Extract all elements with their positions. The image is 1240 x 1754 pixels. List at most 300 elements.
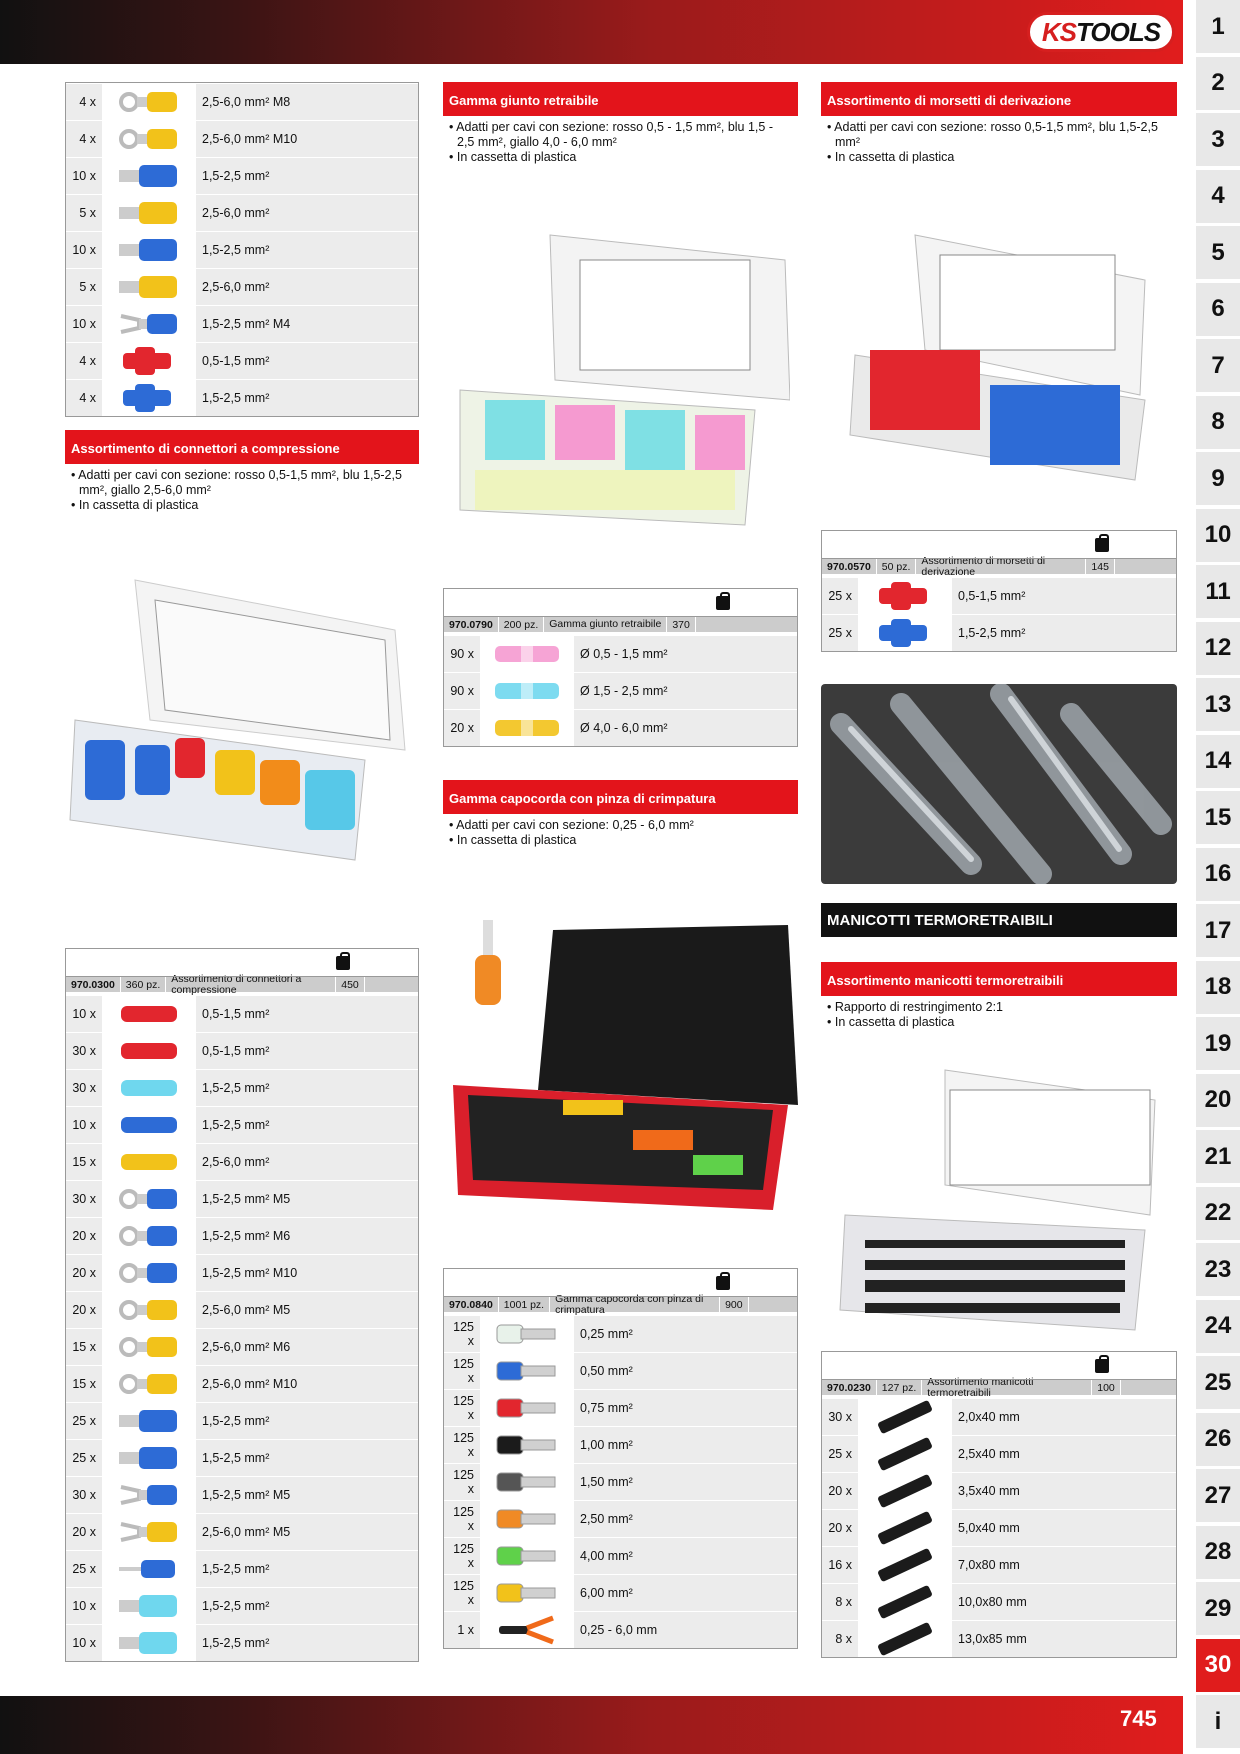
ferrule-orange-icon (480, 1501, 574, 1537)
quantity: 15 x (72, 1377, 96, 1391)
size-spec: 2,5-6,0 mm² (202, 280, 270, 294)
article-code[interactable]: 970.0570 (822, 558, 877, 576)
table-row (822, 1398, 1176, 1435)
table-row (444, 1389, 797, 1426)
table-row (66, 194, 418, 231)
quantity: 4 x (79, 132, 96, 146)
size-spec: 1,5-2,5 mm² (202, 1562, 270, 1576)
chapter-tab-16[interactable]: 16 (1196, 848, 1240, 901)
ring-terminal-yellow-icon (102, 1329, 196, 1365)
chapter-tab-11[interactable]: 11 (1196, 565, 1240, 618)
butt-connector-cyan-icon (102, 1070, 196, 1106)
table-row (66, 1365, 418, 1402)
section-title: Assortimento di morsetti di derivazione (821, 82, 1177, 116)
table-row (66, 1254, 418, 1291)
table-row (66, 1624, 418, 1661)
quantity: 8 x (835, 1632, 852, 1646)
table-row (66, 120, 418, 157)
shrink-tube-black-icon (858, 1547, 952, 1583)
quantity: 4 x (79, 95, 96, 109)
article-code[interactable]: 970.0300 (66, 976, 121, 994)
quantity: 30 x (828, 1410, 852, 1424)
steel-tools-photo (821, 684, 1177, 884)
quantity: 125 x (453, 1579, 474, 1607)
terminal-table-continued (65, 82, 419, 417)
shrink-tube-black-icon (858, 1399, 952, 1435)
ferrule-red-icon (480, 1390, 574, 1426)
heatshrink-sleeves-kit-photo (835, 1065, 1165, 1335)
section-title: Assortimento di connettori a compressione (65, 430, 419, 464)
chapter-tab-17[interactable]: 17 (1196, 904, 1240, 957)
product-name: Gamma capocorda con pinza di crimpatura (550, 1296, 720, 1314)
feature-list (65, 464, 419, 517)
product-header-row (444, 1292, 797, 1316)
weight-icon (336, 956, 350, 970)
feature-item: • Adatti per cavi con sezione: rosso 0,5-1,5 mm², blu 1,5-2,5 mm² (827, 120, 1171, 150)
table-row (444, 1500, 797, 1537)
quantity: 10 x (72, 1118, 96, 1132)
weight-value: 900 (720, 1296, 749, 1314)
flat-male-blue-icon (102, 1440, 196, 1476)
quantity: 90 x (450, 647, 474, 661)
chapter-tab-25[interactable]: 25 (1196, 1356, 1240, 1409)
table-top-row (444, 1269, 797, 1297)
size-spec: 2,0x40 mm (958, 1410, 1020, 1424)
piece-count: 1001 pz. (499, 1296, 550, 1314)
table-row (66, 1402, 418, 1439)
chapter-tab-i[interactable]: i (1196, 1695, 1240, 1748)
crimp-section (443, 780, 798, 852)
tap-kit-photo (845, 225, 1165, 490)
size-spec: 13,0x85 mm (958, 1632, 1027, 1646)
chapter-tab-29[interactable]: 29 (1196, 1582, 1240, 1635)
chapter-tab-15[interactable]: 15 (1196, 791, 1240, 844)
butt-connector-yellow-icon (102, 1144, 196, 1180)
product-header-row (822, 554, 1176, 578)
product-name: Assortimento di connettori a compressione (166, 976, 336, 994)
table-row (66, 1550, 418, 1587)
chapter-tab-12[interactable]: 12 (1196, 622, 1240, 675)
piece-count: 360 pz. (121, 976, 166, 994)
compression-table (65, 948, 419, 1662)
quantity: 5 x (79, 206, 96, 220)
chapter-tab-21[interactable]: 21 (1196, 1130, 1240, 1183)
size-spec: 1,5-2,5 mm² (202, 243, 270, 257)
tap-connector-blue-icon (858, 615, 952, 651)
quantity: 30 x (72, 1488, 96, 1502)
ferrule-gray-icon (480, 1464, 574, 1500)
weight-value: 370 (667, 616, 696, 634)
sleeves-table (821, 1351, 1177, 1658)
feature-list (821, 996, 1177, 1034)
table-row (66, 305, 418, 342)
flat-female-blue-icon (102, 158, 196, 194)
quantity: 125 x (453, 1542, 474, 1570)
table-row (66, 157, 418, 194)
table-row (66, 1180, 418, 1217)
feature-item: • Adatti per cavi con sezione: rosso 0,5-1,5 mm², blu 1,5-2,5 mm², giallo 2,5-6,0 mm² (71, 468, 413, 498)
quantity: 90 x (450, 684, 474, 698)
top-banner (0, 0, 1183, 64)
chapter-tab-3[interactable]: 3 (1196, 113, 1240, 166)
shrink-joint-yellow-icon (480, 710, 574, 746)
table-top-row (822, 531, 1176, 559)
feature-item: • Adatti per cavi con sezione: rosso 0,5 - 1,5 mm², blu 1,5 - 2,5 mm², giallo 4,0 - 6,0 mm² (449, 120, 792, 150)
ring-terminal-yellow-icon (102, 84, 196, 120)
table-row (822, 1472, 1176, 1509)
chapter-tab-7[interactable]: 7 (1196, 339, 1240, 392)
quantity: 30 x (72, 1081, 96, 1095)
size-spec: 0,5-1,5 mm² (958, 589, 1026, 603)
section-title: Assortimento manicotti termoretraibili (821, 962, 1177, 996)
size-spec: Ø 4,0 - 6,0 mm² (580, 721, 668, 735)
piece-count: 127 pz. (877, 1379, 922, 1397)
flat-female-blue-icon (102, 1403, 196, 1439)
flat-female-cyan-icon (102, 1625, 196, 1661)
size-spec: 2,5-6,0 mm² M5 (202, 1303, 291, 1317)
size-spec: 1,5-2,5 mm² (202, 1081, 270, 1095)
heatshrink-joint-section (443, 82, 798, 169)
quantity: 20 x (72, 1525, 96, 1539)
ring-terminal-blue-icon (102, 1181, 196, 1217)
quantity: 15 x (72, 1340, 96, 1354)
product-name: Assortimento manicotti termoretraibili (922, 1379, 1092, 1397)
size-spec: 4,00 mm² (580, 1549, 633, 1563)
ferrule-black-icon (480, 1427, 574, 1463)
table-row (66, 231, 418, 268)
quantity: 16 x (828, 1558, 852, 1572)
size-spec: 1,5-2,5 mm² M10 (202, 1266, 298, 1280)
feature-item: • In cassetta di plastica (71, 498, 413, 513)
size-spec: 2,5x40 mm (958, 1447, 1020, 1461)
quantity: 125 x (453, 1468, 474, 1496)
quantity: 4 x (79, 354, 96, 368)
weight-icon (716, 1276, 730, 1290)
chapter-tab-8[interactable]: 8 (1196, 396, 1240, 449)
table-row (66, 995, 418, 1032)
weight-value: 450 (336, 976, 365, 994)
butt-connector-blue-icon (102, 1107, 196, 1143)
table-top-row (66, 949, 418, 977)
size-spec: 2,5-6,0 mm² (202, 206, 270, 220)
fork-terminal-blue-icon (102, 306, 196, 342)
quantity: 25 x (828, 1447, 852, 1461)
section-title: Gamma capocorda con pinza di crimpatura (443, 780, 798, 814)
tap-section (821, 82, 1177, 169)
size-spec: 2,5-6,0 mm² M6 (202, 1340, 291, 1354)
size-spec: 10,0x80 mm (958, 1595, 1027, 1609)
size-spec: 1,5-2,5 mm² (202, 1451, 270, 1465)
table-row (66, 268, 418, 305)
fork-terminal-yellow-icon (102, 1514, 196, 1550)
piece-count: 50 pz. (877, 558, 917, 576)
page-number: 745 (1120, 1706, 1157, 1731)
product-name: Gamma giunto retraibile (544, 616, 667, 634)
weight-icon (716, 596, 730, 610)
flat-male-blue-icon (102, 232, 196, 268)
quantity: 10 x (72, 1636, 96, 1650)
flat-female-yellow-icon (102, 195, 196, 231)
chapter-tab-14[interactable]: 14 (1196, 735, 1240, 788)
shrink-tube-black-icon (858, 1510, 952, 1546)
quantity: 125 x (453, 1320, 474, 1348)
table-row (444, 1426, 797, 1463)
chapter-tab-5[interactable]: 5 (1196, 226, 1240, 279)
quantity: 5 x (79, 280, 96, 294)
size-spec: 1,5-2,5 mm² M4 (202, 317, 291, 331)
size-spec: 1,5-2,5 mm² (202, 169, 270, 183)
tap-connector-blue-icon (102, 380, 196, 416)
table-row (444, 1463, 797, 1500)
chapter-tab-2[interactable]: 2 (1196, 57, 1240, 110)
quantity: 20 x (828, 1521, 852, 1535)
table-row (66, 1217, 418, 1254)
table-row (444, 1574, 797, 1611)
quantity: 10 x (72, 1007, 96, 1021)
table-row (444, 635, 797, 672)
weight-value: 145 (1086, 558, 1115, 576)
shrink-joint-cyan-icon (480, 673, 574, 709)
feature-item: • In cassetta di plastica (827, 1015, 1171, 1030)
size-spec: 1,5-2,5 mm² (202, 1636, 270, 1650)
size-spec: 0,5-1,5 mm² (202, 354, 270, 368)
table-row (66, 342, 418, 379)
size-spec: 1,5-2,5 mm² (958, 626, 1026, 640)
quantity: 20 x (72, 1266, 96, 1280)
table-row (822, 1509, 1176, 1546)
size-spec: 2,5-6,0 mm² M10 (202, 1377, 298, 1391)
quantity: 25 x (72, 1451, 96, 1465)
quantity: 25 x (72, 1414, 96, 1428)
crimp-kit-photo (443, 915, 798, 1215)
quantity: 4 x (79, 391, 96, 405)
feature-item: • In cassetta di plastica (827, 150, 1171, 165)
product-header-row (822, 1375, 1176, 1399)
ferrule-blue-icon (480, 1353, 574, 1389)
tap-table (821, 530, 1177, 652)
shrink-tube-black-icon (858, 1473, 952, 1509)
chapter-tab-26[interactable]: 26 (1196, 1413, 1240, 1466)
table-row (66, 379, 418, 416)
article-code[interactable]: 970.0840 (444, 1296, 499, 1314)
table-row (822, 1620, 1176, 1657)
quantity: 20 x (72, 1229, 96, 1243)
size-spec: 2,5-6,0 mm² M10 (202, 132, 298, 146)
pin-terminal-blue-icon (102, 1551, 196, 1587)
size-spec: 0,25 - 6,0 mm (580, 1623, 658, 1637)
size-spec: 0,75 mm² (580, 1401, 633, 1415)
crimp-table (443, 1268, 798, 1649)
quantity: 25 x (828, 589, 852, 603)
chapter-tab-6[interactable]: 6 (1196, 283, 1240, 336)
flat-female-cyan-icon (102, 1588, 196, 1624)
ring-terminal-yellow-icon (102, 1366, 196, 1402)
table-row (444, 1611, 797, 1648)
quantity: 125 x (453, 1357, 474, 1385)
weight-icon (1095, 1359, 1109, 1373)
feature-list (443, 814, 798, 852)
size-spec: 0,5-1,5 mm² (202, 1044, 270, 1058)
shrink-tube-black-icon (858, 1436, 952, 1472)
size-spec: 2,5-6,0 mm² M5 (202, 1525, 291, 1539)
size-spec: 1,00 mm² (580, 1438, 633, 1452)
size-spec: 0,25 mm² (580, 1327, 633, 1341)
chapter-tab-9[interactable]: 9 (1196, 452, 1240, 505)
compression-section (65, 430, 419, 517)
table-row (66, 1513, 418, 1550)
size-spec: 0,5-1,5 mm² (202, 1007, 270, 1021)
size-spec: 1,5-2,5 mm² M5 (202, 1488, 291, 1502)
quantity: 30 x (72, 1044, 96, 1058)
size-spec: 3,5x40 mm (958, 1484, 1020, 1498)
chapter-tab-1[interactable]: 1 (1196, 0, 1240, 53)
size-spec: 1,5-2,5 mm² (202, 1599, 270, 1613)
size-spec: Ø 1,5 - 2,5 mm² (580, 684, 668, 698)
table-row (66, 1069, 418, 1106)
shrink-tube-black-icon (858, 1621, 952, 1657)
table-row (822, 1583, 1176, 1620)
size-spec: 5,0x40 mm (958, 1521, 1020, 1535)
table-row (444, 1537, 797, 1574)
butt-connector-red-icon (102, 996, 196, 1032)
size-spec: 2,5-6,0 mm² M8 (202, 95, 291, 109)
size-spec: 0,50 mm² (580, 1364, 633, 1378)
table-top-row (444, 589, 797, 617)
table-row (66, 83, 418, 120)
chapter-tab-4[interactable]: 4 (1196, 170, 1240, 223)
table-row (66, 1587, 418, 1624)
table-row (822, 1435, 1176, 1472)
table-row (444, 1315, 797, 1352)
chapter-tab-19[interactable]: 19 (1196, 1017, 1240, 1070)
section-title: Gamma giunto retraibile (443, 82, 798, 116)
table-row (444, 672, 797, 709)
size-spec: 6,00 mm² (580, 1586, 633, 1600)
quantity: 10 x (72, 169, 96, 183)
ring-terminal-yellow-icon (102, 1292, 196, 1328)
table-row (66, 1439, 418, 1476)
shrink-tube-black-icon (858, 1584, 952, 1620)
table-row (66, 1291, 418, 1328)
ring-terminal-blue-icon (102, 1255, 196, 1291)
table-row (66, 1328, 418, 1365)
size-spec: 7,0x80 mm (958, 1558, 1020, 1572)
feature-item: • In cassetta di plastica (449, 833, 792, 848)
chapter-tab-30[interactable]: 30 (1196, 1639, 1240, 1692)
chapter-tab-23[interactable]: 23 (1196, 1243, 1240, 1296)
quantity: 10 x (72, 1599, 96, 1613)
size-spec: 1,5-2,5 mm² (202, 391, 270, 405)
article-code[interactable]: 970.0230 (822, 1379, 877, 1397)
quantity: 20 x (72, 1303, 96, 1317)
table-row (822, 1546, 1176, 1583)
ring-terminal-yellow-icon (102, 121, 196, 157)
chapter-tab-10[interactable]: 10 (1196, 509, 1240, 562)
table-row (66, 1106, 418, 1143)
category-title: MANICOTTI TERMORETRAIBILI (821, 903, 1177, 937)
flat-male-yellow-icon (102, 269, 196, 305)
quantity: 8 x (835, 1595, 852, 1609)
size-spec: 1,5-2,5 mm² M5 (202, 1192, 291, 1206)
compression-kit-photo (65, 570, 419, 870)
table-row (822, 614, 1176, 651)
tap-connector-red-icon (102, 343, 196, 379)
table-row (66, 1143, 418, 1180)
quantity: 10 x (72, 317, 96, 331)
feature-item: • Rapporto di restringimento 2:1 (827, 1000, 1171, 1015)
feature-item: • In cassetta di plastica (449, 150, 792, 165)
shrink-joint-pink-icon (480, 636, 574, 672)
chapter-tab-27[interactable]: 27 (1196, 1469, 1240, 1522)
size-spec: 1,5-2,5 mm² M6 (202, 1229, 291, 1243)
chapter-tab-22[interactable]: 22 (1196, 1187, 1240, 1240)
butt-connector-red-icon (102, 1033, 196, 1069)
ferrule-yellow-icon (480, 1575, 574, 1611)
table-row (66, 1032, 418, 1069)
quantity: 20 x (828, 1484, 852, 1498)
bottom-banner (0, 1696, 1183, 1754)
size-spec: 1,50 mm² (580, 1475, 633, 1489)
table-row (444, 1352, 797, 1389)
ring-terminal-blue-icon (102, 1218, 196, 1254)
chapter-tabs (1196, 0, 1240, 1754)
feature-item: • Adatti per cavi con sezione: 0,25 - 6,0 mm² (449, 818, 792, 833)
quantity: 125 x (453, 1431, 474, 1459)
feature-list (821, 116, 1177, 169)
quantity: 25 x (828, 626, 852, 640)
ks-tools-logo: KS TOOLS (1027, 12, 1175, 52)
quantity: 25 x (72, 1562, 96, 1576)
feature-list (443, 116, 798, 169)
chapter-tab-24[interactable]: 24 (1196, 1300, 1240, 1353)
quantity: 10 x (72, 243, 96, 257)
chapter-tab-18[interactable]: 18 (1196, 961, 1240, 1014)
quantity: 125 x (453, 1505, 474, 1533)
table-row (444, 709, 797, 746)
ferrule-green-icon (480, 1538, 574, 1574)
size-spec: 1,5-2,5 mm² (202, 1414, 270, 1428)
chapter-tab-13[interactable]: 13 (1196, 678, 1240, 731)
piece-count: 200 pz. (499, 616, 544, 634)
table-row (66, 1476, 418, 1513)
weight-value: 100 (1092, 1379, 1121, 1397)
size-spec: 1,5-2,5 mm² (202, 1118, 270, 1132)
chapter-tab-20[interactable]: 20 (1196, 1074, 1240, 1127)
size-spec: Ø 0,5 - 1,5 mm² (580, 647, 668, 661)
quantity: 30 x (72, 1192, 96, 1206)
quantity: 125 x (453, 1394, 474, 1422)
sleeves-section (821, 903, 1177, 1034)
quantity: 20 x (450, 721, 474, 735)
tap-connector-red-icon (858, 578, 952, 614)
quantity: 1 x (457, 1623, 474, 1637)
fork-terminal-blue-icon (102, 1477, 196, 1513)
heatshrink-joint-kit-photo (455, 220, 790, 540)
product-header-row (444, 617, 797, 635)
article-code[interactable]: 970.0790 (444, 616, 499, 634)
heatshrink-joint-table (443, 588, 798, 747)
table-top-row (822, 1352, 1176, 1380)
product-header-row (66, 972, 418, 996)
quantity: 15 x (72, 1155, 96, 1169)
weight-icon (1095, 538, 1109, 552)
chapter-tab-28[interactable]: 28 (1196, 1526, 1240, 1579)
crimping-plier-icon (480, 1612, 574, 1648)
size-spec: 2,50 mm² (580, 1512, 633, 1526)
product-name: Assortimento di morsetti di derivazione (916, 558, 1086, 576)
table-row (822, 577, 1176, 614)
size-spec: 2,5-6,0 mm² (202, 1155, 270, 1169)
